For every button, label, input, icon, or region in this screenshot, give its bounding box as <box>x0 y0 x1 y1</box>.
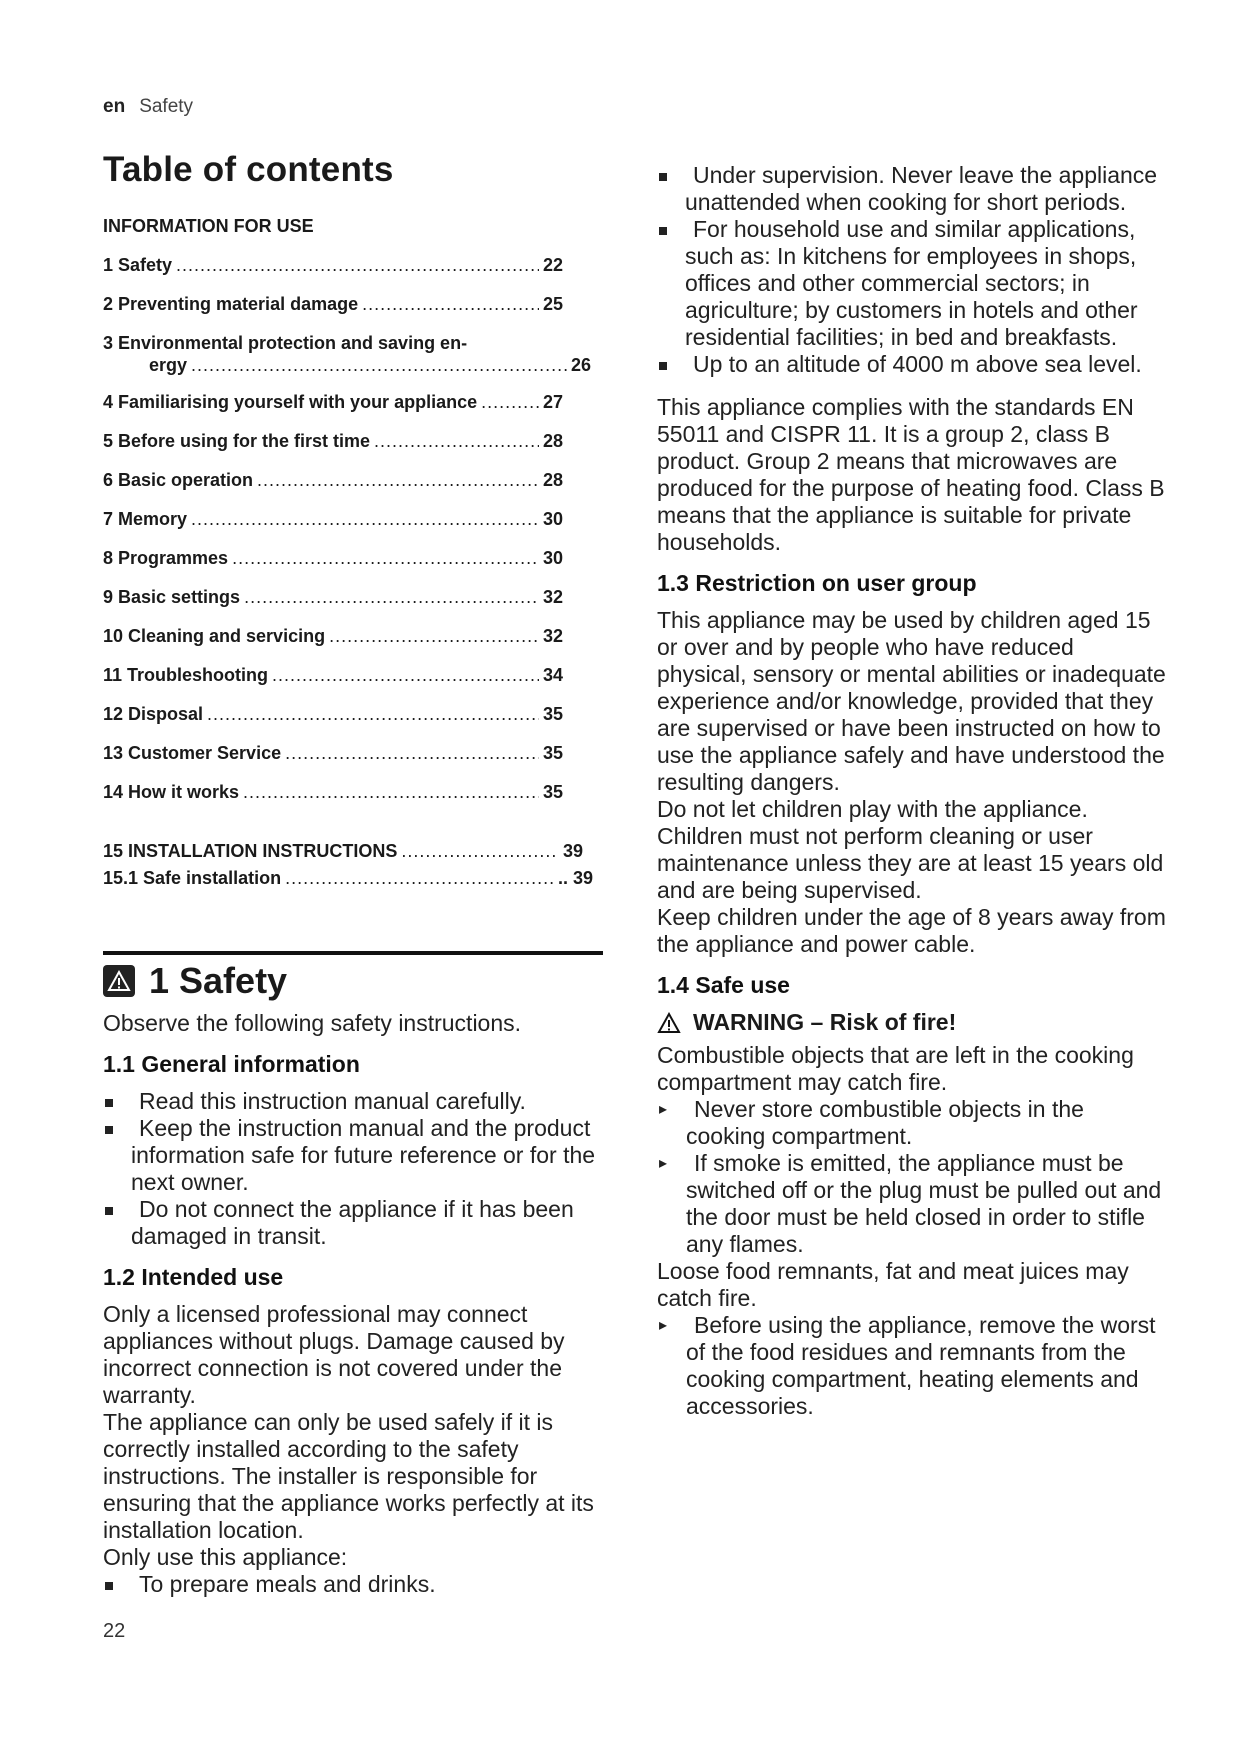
safe-use-heading: 1.4 Safe use <box>657 972 790 998</box>
safety-section-title <box>103 960 287 1002</box>
safety-heading: 1 Safety <box>149 960 288 1001</box>
list-item: Keep the instruction manual and the product information safe for future reference or for the next owner. <box>103 1115 603 1196</box>
paragraph: Loose food remnants, fat and meat juices may catch fire. <box>657 1258 1129 1311</box>
intended-use-heading: 1.2 Intended use <box>103 1264 284 1290</box>
toc-entry-installation[interactable]: 15 INSTALLATION INSTRUCTIONS ..... 39 <box>103 841 603 862</box>
toc-title: Table of contents <box>103 150 394 189</box>
general-info-list <box>103 1088 603 1250</box>
toc-entry[interactable]: 12 Disposal ..... 35 <box>103 704 603 725</box>
safety-body-left <box>103 1010 603 1598</box>
toc-entry[interactable]: 10 Cleaning and servicing ..... 32 <box>103 626 603 647</box>
list-item: ▸ Before using the appliance, remove the worst of the food residues and remnants from the cooking compartment, heating elements and accessories. <box>657 1312 1167 1420</box>
intended-use-list-continued <box>657 162 1167 378</box>
list-item: ▸ If smoke is emitted, the appliance must be switched off or the plug must be pulled out and the door must be held closed in order to stifle any flames. <box>657 1150 1167 1258</box>
paragraph: Combustible objects that are left in the cooking compartment may catch fire. <box>657 1042 1134 1095</box>
paragraph: Only a licensed professional may connect appliances without plugs. Damage caused by incorrect connection is not covered under the warranty. <box>103 1301 565 1408</box>
warning-triangle-icon <box>103 965 135 997</box>
toc-entry[interactable]: 4 Familiarising yourself with your appliance ..... 27 <box>103 392 603 413</box>
list-item: To prepare meals and drinks. <box>103 1571 603 1598</box>
page-header <box>103 96 193 118</box>
section-name: Safety <box>139 96 194 117</box>
toc-entry[interactable]: 9 Basic settings ..... 32 <box>103 587 603 608</box>
toc-entry[interactable]: 6 Basic operation ..... 28 <box>103 470 603 491</box>
restriction-heading: 1.3 Restriction on user group <box>657 570 977 596</box>
standards-paragraph: This appliance complies with the standards EN 55011 and CISPR 11. It is a group 2, class B product. Group 2 means that microwaves are produced for the purpose of heating food. Class B means that the appliance is suitable for private households. <box>657 394 1165 555</box>
list-item: Under supervision. Never leave the appliance unattended when cooking for short periods. <box>657 162 1167 216</box>
toc-entry-safe-installation[interactable]: 15.1 Safe installation ..... .. 39 <box>103 868 603 889</box>
list-item: ▸ Never store combustible objects in the cooking compartment. <box>657 1096 1167 1150</box>
paragraph: Only use this appliance: <box>103 1544 348 1570</box>
toc-entry[interactable]: 11 Troubleshooting ..... 34 <box>103 665 603 686</box>
list-item: Do not connect the appliance if it has been damaged in transit. <box>103 1196 603 1250</box>
warning-triangle-icon <box>657 1012 681 1034</box>
paragraph: Keep children under the age of 8 years away from the appliance and power cable. <box>657 904 1166 957</box>
left-column <box>103 150 603 895</box>
instruction-steps <box>657 1312 1167 1420</box>
intended-use-list <box>103 1571 603 1598</box>
fire-warning: WARNING – Risk of fire! <box>657 1009 1167 1036</box>
toc-entry[interactable]: 5 Before using for the first time ..... 28 <box>103 431 603 452</box>
list-item: Read this instruction manual carefully. <box>103 1088 603 1115</box>
toc-entry[interactable]: 14 How it works ..... 35 <box>103 782 603 803</box>
list-item: Up to an altitude of 4000 m above sea level. <box>657 351 1167 378</box>
toc-section-heading: INFORMATION FOR USE <box>103 216 314 236</box>
general-info-heading: 1.1 General information <box>103 1051 360 1077</box>
right-column <box>657 162 1167 1420</box>
toc-entry[interactable]: 13 Customer Service ..... 35 <box>103 743 603 764</box>
paragraph: Do not let children play with the appliance. <box>657 796 1088 822</box>
toc-entry[interactable]: 3 Environmental protection and saving en- ergy ..... 26 <box>103 333 603 376</box>
toc-entry[interactable]: 7 Memory ..... 30 <box>103 509 603 530</box>
toc-entry[interactable]: 1 Safety ..... 22 <box>103 255 603 276</box>
instruction-steps <box>657 1096 1167 1258</box>
page-number: 22 <box>103 1620 126 1642</box>
section-rule <box>103 951 603 955</box>
paragraph: The appliance can only be used safely if it is correctly installed according to the safety instructions. The installer is responsible for ensuring that the appliance works perfectly at its installation location. <box>103 1409 594 1543</box>
paragraph: This appliance may be used by children aged 15 or over and by people who have reduced physical, sensory or mental abilities or inadequate experience and/or knowledge, provided that they are supervised or have been instructed on how to use the appliance safely and have understood the resulting dangers. <box>657 607 1166 795</box>
toc-entry[interactable]: 2 Preventing material damage ..... 25 <box>103 294 603 315</box>
safety-intro: Observe the following safety instructions. <box>103 1010 522 1036</box>
list-item: For household use and similar applications, such as: In kitchens for employees in shops, offices and other commercial sectors; in agriculture; by customers in hotels and other residential facilities; in bed and breakfasts. <box>657 216 1167 351</box>
paragraph: Children must not perform cleaning or user maintenance unless they are at least 15 years old and are being supervised. <box>657 823 1164 903</box>
toc-entry[interactable]: 8 Programmes ..... 30 <box>103 548 603 569</box>
language-code: en <box>103 96 126 117</box>
